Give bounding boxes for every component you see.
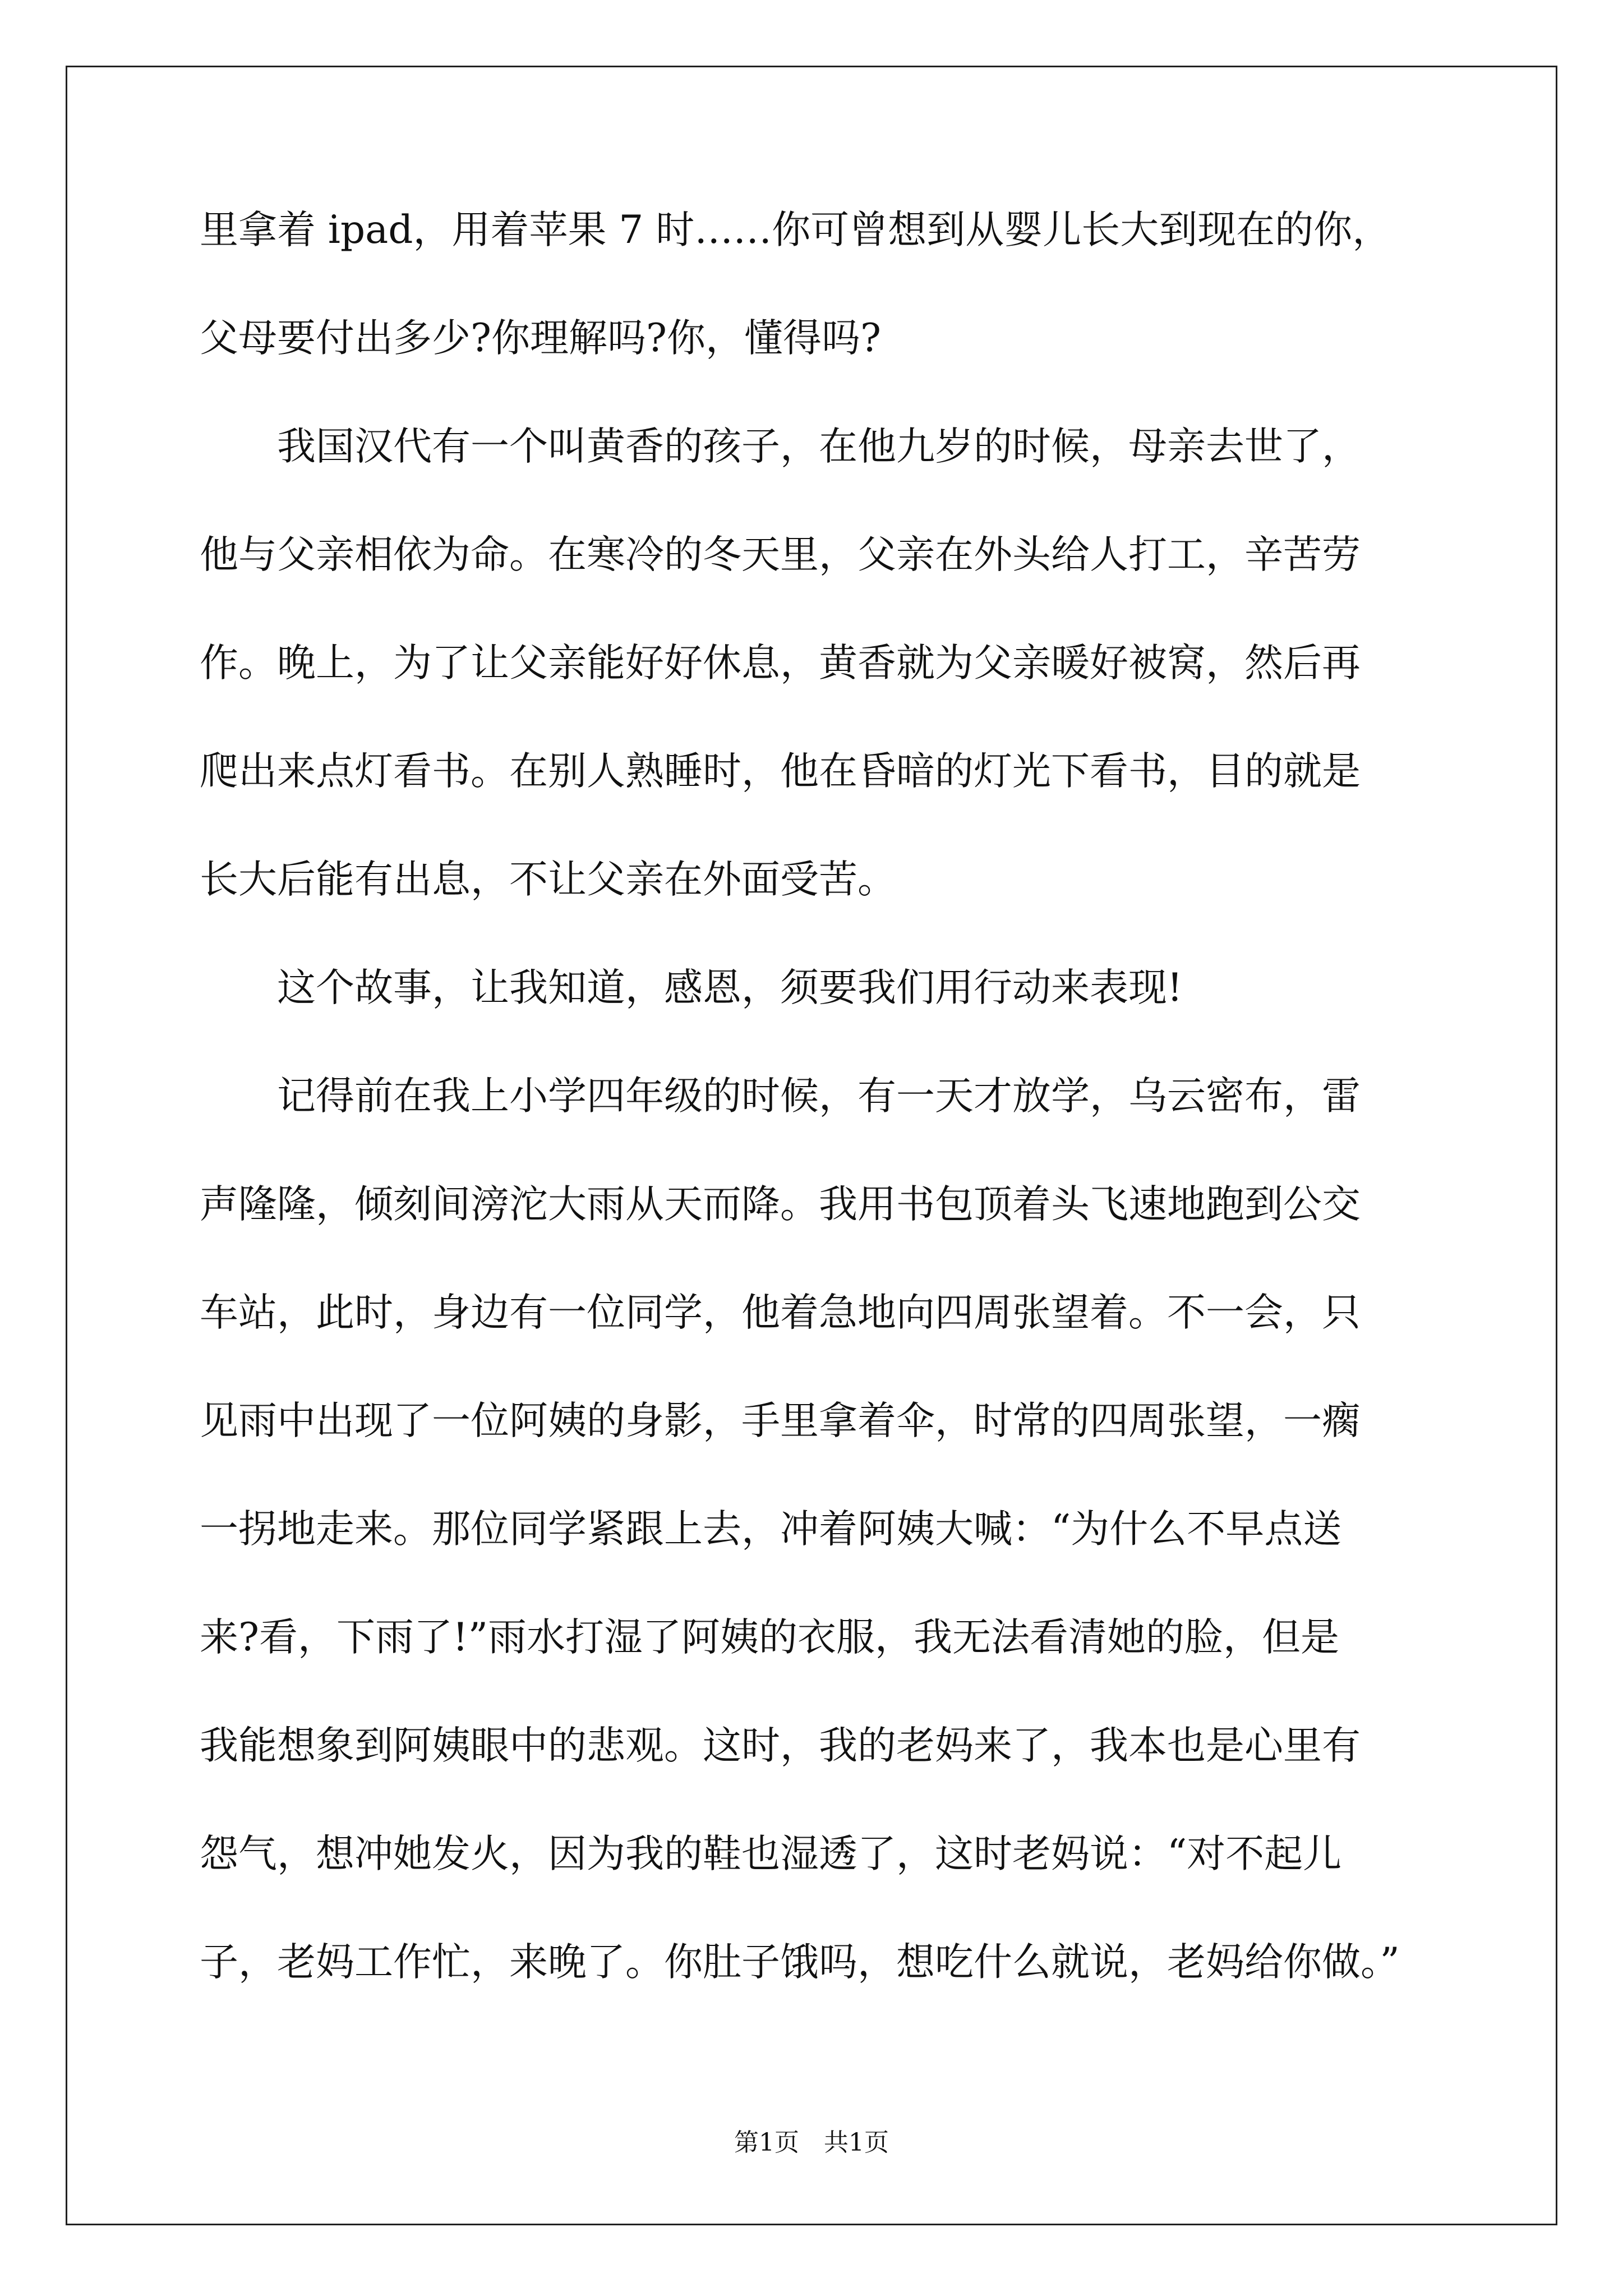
text-line-4: 他与父亲相依为命。在寒冷的冬天里，父亲在外头给人打工，辛苦劳 <box>200 532 1361 577</box>
text-line-5: 作。晚上，为了让父亲能好好休息，黄香就为父亲暖好被窝，然后再 <box>200 641 1361 685</box>
text-line-15: 我能想象到阿姨眼中的悲观。这时，我的老妈来了，我本也是心里有 <box>200 1723 1361 1768</box>
text-line-11: 车站，此时，身边有一位同学，他着急地向四周张望着。不一会，只 <box>200 1290 1361 1335</box>
page-border <box>66 66 1557 2225</box>
text-line-17: 子，老妈工作忙，来晚了。你肚子饿吗，想吃什么就说，老妈给你做。” <box>200 1940 1400 1985</box>
text-line-1: 里拿着 ipad，用着苹果 7 时……你可曾想到从婴儿长大到现在的你， <box>200 208 1391 252</box>
text-line-8: 这个故事，让我知道，感恩，须要我们用行动来表现! <box>200 965 1183 1010</box>
text-line-16: 怨气，想冲她发火，因为我的鞋也湿透了，这时老妈说：“对不起儿 <box>200 1832 1342 1876</box>
text-line-14: 来?看，下雨了!”雨水打湿了阿姨的衣服，我无法看清她的脸，但是 <box>200 1615 1339 1660</box>
text-line-6: 爬出来点灯看书。在别人熟睡时，他在昏暗的灯光下看书，目的就是 <box>200 749 1361 794</box>
text-line-9: 记得前在我上小学四年级的时候，有一天才放学，乌云密布，雷 <box>200 1074 1361 1119</box>
text-line-2: 父母要付出多少?你理解吗?你，懂得吗? <box>200 316 881 361</box>
page-number-footer: 第1页 共1页 <box>734 2128 889 2157</box>
text-line-12: 见雨中出现了一位阿姨的身影，手里拿着伞，时常的四周张望，一瘸 <box>200 1398 1361 1443</box>
text-line-10: 声隆隆，倾刻间滂沱大雨从天而降。我用书包顶着头飞速地跑到公交 <box>200 1182 1361 1227</box>
text-line-13: 一拐地走来。那位同学紧跟上去，冲着阿姨大喊：“为什么不早点送 <box>200 1507 1342 1552</box>
text-line-7: 长大后能有出息，不让父亲在外面受苦。 <box>200 857 896 902</box>
text-line-3: 我国汉代有一个叫黄香的孩子，在他九岁的时候，母亲去世了， <box>200 424 1361 469</box>
